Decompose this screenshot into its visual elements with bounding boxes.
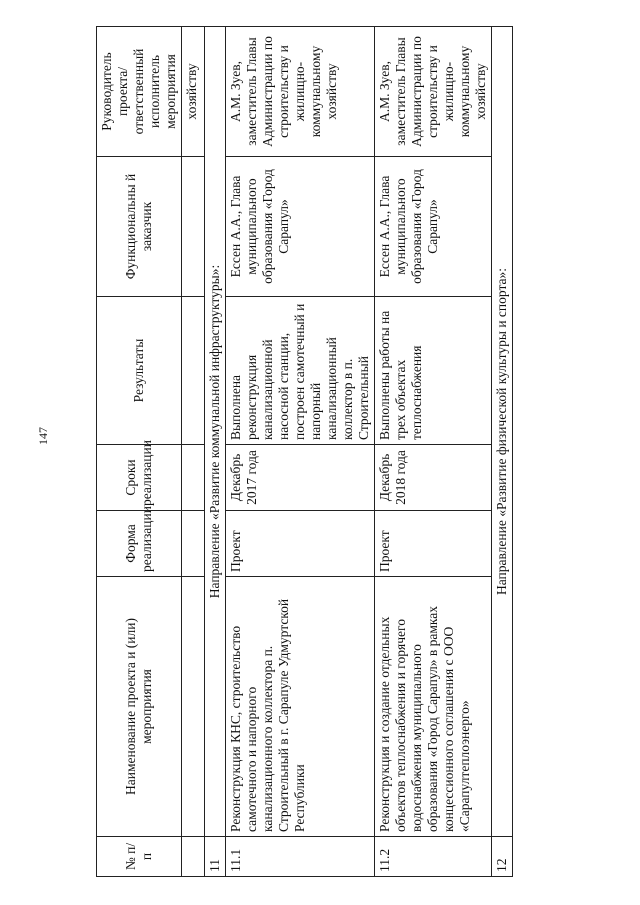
header-term: Сроки реализации <box>97 445 182 511</box>
rotated-table-container <box>96 27 636 877</box>
header-form: Форма реализации <box>97 511 182 577</box>
header-head: Руководитель проекта/ ответственный исполнитель мероприятия <box>97 27 182 157</box>
section-12-num: 12 <box>492 837 513 877</box>
cont-name <box>182 577 205 837</box>
row-form: Проект <box>375 511 492 577</box>
section-11-num: 11 <box>205 837 226 877</box>
header-row <box>97 27 182 877</box>
header-name: Наименование проекта и (или) мероприятия <box>97 577 182 837</box>
section-11-title: Направление «Развитие коммунальной инфраструктуры»: <box>205 27 226 837</box>
cont-head: хозяйству <box>182 27 205 157</box>
section-12-title: Направление «Развитие физической культуры и спорта»: <box>492 27 513 837</box>
row-results: Выполнены работы на трех объектах теплоснабжения <box>375 297 492 445</box>
row-num: 11.1 <box>226 837 375 877</box>
header-customer: Функциональны й заказчик <box>97 157 182 297</box>
section-11-row <box>205 27 226 877</box>
cont-form <box>182 511 205 577</box>
table-row <box>375 27 492 877</box>
cont-results <box>182 297 205 445</box>
page-number: 147 <box>36 427 50 445</box>
continuation-row <box>182 27 205 877</box>
row-head: А.М. Зуев, заместитель Главы Администрации по строительству и жилищно-коммунальному хозяйству <box>226 27 375 157</box>
row-name: Реконструкция КНС, строительство самотечного и напорного канализационного коллектора п. Строительный в г. Сарапуле Удмуртской Республики <box>226 577 375 837</box>
row-num: 11.2 <box>375 837 492 877</box>
cont-customer <box>182 157 205 297</box>
row-results: Выполнена реконструкция канализационной насосной станции, построен самотечный и напорный канализационный коллектор в п. Строительный <box>226 297 375 445</box>
cont-term <box>182 445 205 511</box>
header-num: № п/п <box>97 837 182 877</box>
table-row <box>226 27 375 877</box>
row-name: Реконструкция и создание отдельных объектов теплоснабжения и горячего водоснабжения муниципального образования «Город Сарапул» в рамках концессионного соглашения с ООО «Сарапултеплоэнерго» <box>375 577 492 837</box>
row-customer: Ессен А.А., Глава муниципального образования «Город Сарапул» <box>375 157 492 297</box>
row-form: Проект <box>226 511 375 577</box>
row-customer: Ессен А.А., Глава муниципального образования «Город Сарапул» <box>226 157 375 297</box>
row-term: Декабрь 2018 года <box>375 445 492 511</box>
cont-num <box>182 837 205 877</box>
row-head: А.М. Зуев, заместитель Главы Администрации по строительству и жилищно-коммунальному хозяйству <box>375 27 492 157</box>
projects-table <box>96 26 513 877</box>
section-12-row <box>492 27 513 877</box>
row-term: Декабрь 2017 года <box>226 445 375 511</box>
header-results: Результаты <box>97 297 182 445</box>
